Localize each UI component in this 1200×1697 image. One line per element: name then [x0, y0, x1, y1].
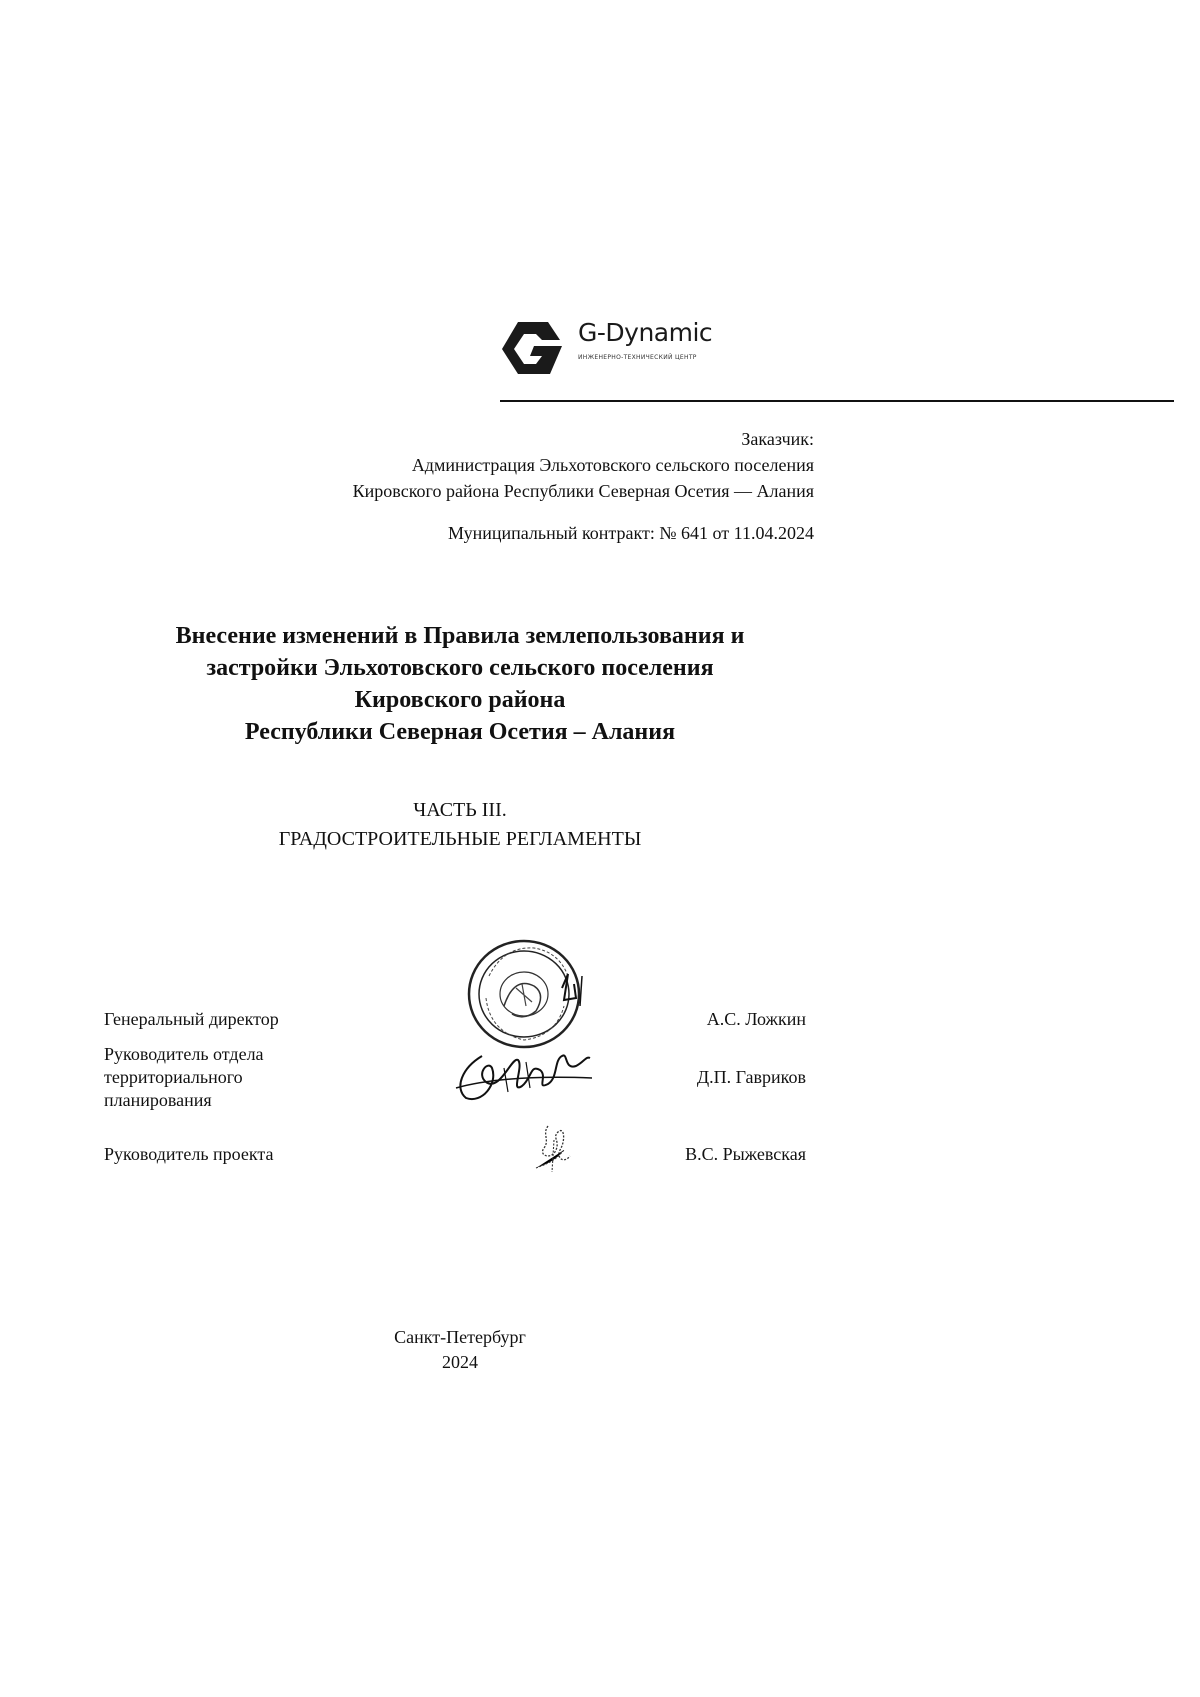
- signatory-name-department-head: Д.П. Гавриков: [696, 1067, 806, 1087]
- title-line-1: Внесение изменений в Правила землепользования и: [175, 623, 745, 649]
- signature-gavrikov: [452, 1048, 602, 1108]
- customer-block: [353, 426, 814, 504]
- signatory-name-project-lead: В.С. Рыжевская: [685, 1144, 806, 1164]
- part-heading: [60, 796, 860, 854]
- title-line-2: застройки Эльхотовского сельского поселения: [206, 655, 714, 681]
- signatory-name-director: А.С. Ложкин: [706, 1009, 806, 1029]
- role-line-2: территориального: [104, 1067, 243, 1087]
- customer-line-1: Администрация Эльхотовского сельского поселения: [411, 455, 814, 475]
- title-line-3: Кировского района: [354, 687, 566, 713]
- role-line-3: планирования: [104, 1090, 212, 1110]
- role-line-1: Руководитель отдела: [104, 1044, 264, 1064]
- logo-subtitle: ИНЖЕНЕРНО-ТЕХНИЧЕСКИЙ ЦЕНТР: [578, 354, 697, 361]
- part-number: ЧАСТЬ III.: [413, 799, 507, 821]
- signatory-role-project-lead: Руководитель проекта: [104, 1144, 274, 1164]
- customer-label: Заказчик:: [741, 429, 814, 449]
- signature-ryzhevskaya: [530, 1120, 580, 1176]
- document-title: [60, 620, 860, 748]
- logo-name: G-Dynamic: [578, 318, 713, 347]
- part-name: ГРАДОСТРОИТЕЛЬНЫЕ РЕГЛАМЕНТЫ: [278, 828, 642, 850]
- signatory-role-director: Генеральный директор: [104, 1009, 279, 1029]
- g-dynamic-logo-mark-icon: [500, 316, 566, 382]
- contract-number: Муниципальный контракт: № 641 от 11.04.2024: [448, 523, 814, 543]
- company-logo: [500, 316, 713, 386]
- header-divider: [500, 400, 1174, 402]
- footer-year: 2024: [442, 1352, 478, 1372]
- customer-line-2: Кировского района Республики Северная Осетия — Алания: [352, 481, 814, 501]
- company-seal-stamp: [464, 936, 592, 1054]
- footer-place-date: [60, 1325, 860, 1375]
- footer-city: Санкт-Петербург: [394, 1327, 526, 1347]
- signatory-role-department-head: [104, 1043, 344, 1112]
- title-line-4: Республики Северная Осетия – Алания: [244, 719, 676, 745]
